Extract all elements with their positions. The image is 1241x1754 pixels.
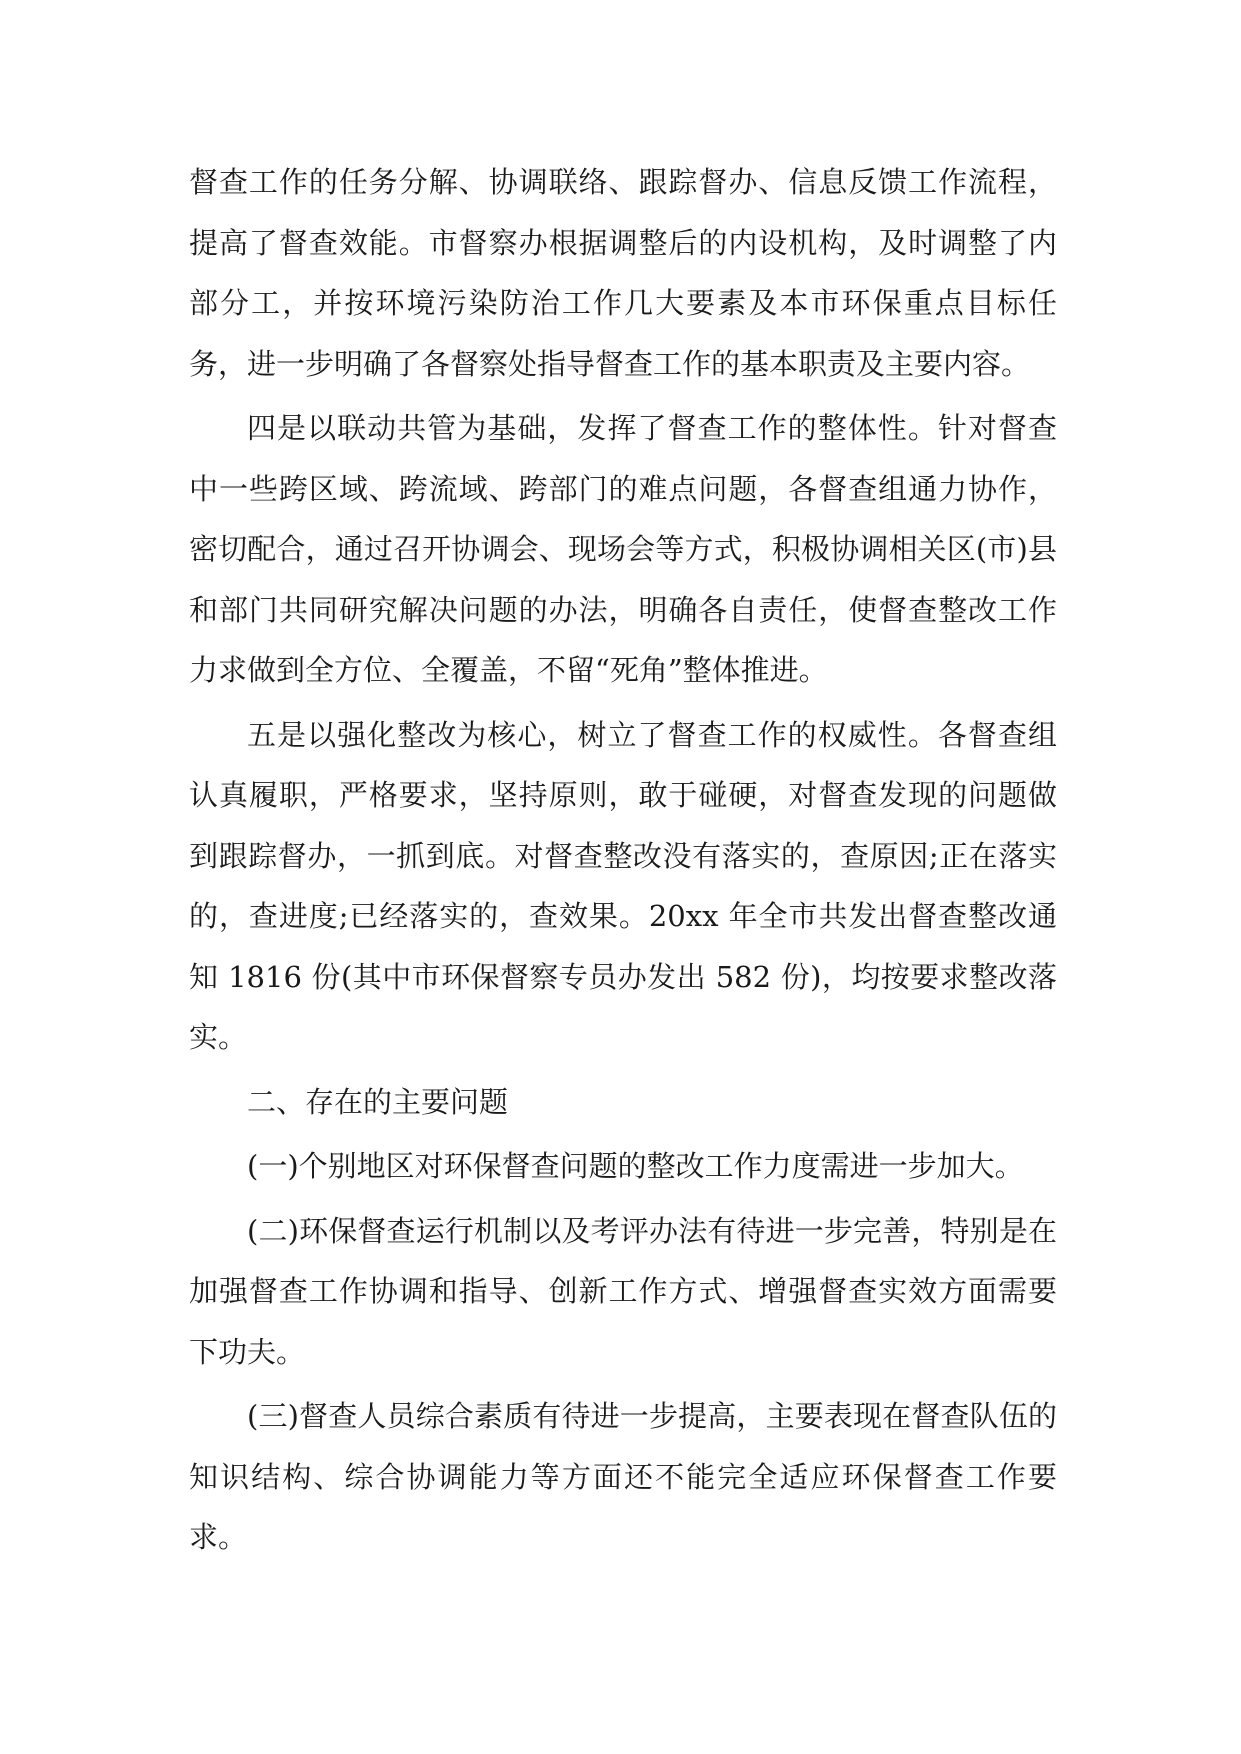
- section-heading-main-problems: 二、存在的主要问题: [247, 1084, 509, 1119]
- paragraph-point-five: 五是以强化整改为核心，树立了督查工作的权威性。各督查组认真履职，严格要求，坚持原则，敢于碰硬，对督查发现的问题做到跟踪督办，一抓到底。对督查整改没有落实的，查原因;正在落实的，查进度;已经落实的，查效果。20xx 年全市共发出督查整改通知 1816 份(其中市环保督察专员办发出 582 份)，均按要求整改落实。: [189, 717, 1057, 1054]
- paragraph-continuation: 督查工作的任务分解、协调联络、跟踪督办、信息反馈工作流程，提高了督查效能。市督察办根据调整后的内设机构，及时调整了内部分工，并按环境污染防治工作几大要素及本市环保重点目标任务，进一步明确了各督察处指导督查工作的基本职责及主要内容。: [189, 165, 1057, 381]
- problem-item-one: (一)个别地区对环保督查问题的整改工作力度需进一步加大。: [247, 1149, 1024, 1183]
- problem-item-three: (三)督查人员综合素质有待进一步提高，主要表现在督查队伍的知识结构、综合协调能力等方面还不能完全适应环保督查工作要求。: [189, 1399, 1057, 1554]
- document-body: [189, 152, 1057, 1572]
- paragraph-point-four: 四是以联动共管为基础，发挥了督查工作的整体性。针对督查中一些跨区域、跨流域、跨部门的难点问题，各督查组通力协作，密切配合，通过召开协调会、现场会等方式，积极协调相关区(市)县和部门共同研究解决问题的办法，明确各自责任，使督查整改工作力求做到全方位、全覆盖，不留“死角”整体推进。: [189, 411, 1057, 687]
- problem-item-two: (二)环保督查运行机制以及考评办法有待进一步完善，特别是在加强督查工作协调和指导、创新工作方式、增强督查实效方面需要下功夫。: [189, 1213, 1057, 1369]
